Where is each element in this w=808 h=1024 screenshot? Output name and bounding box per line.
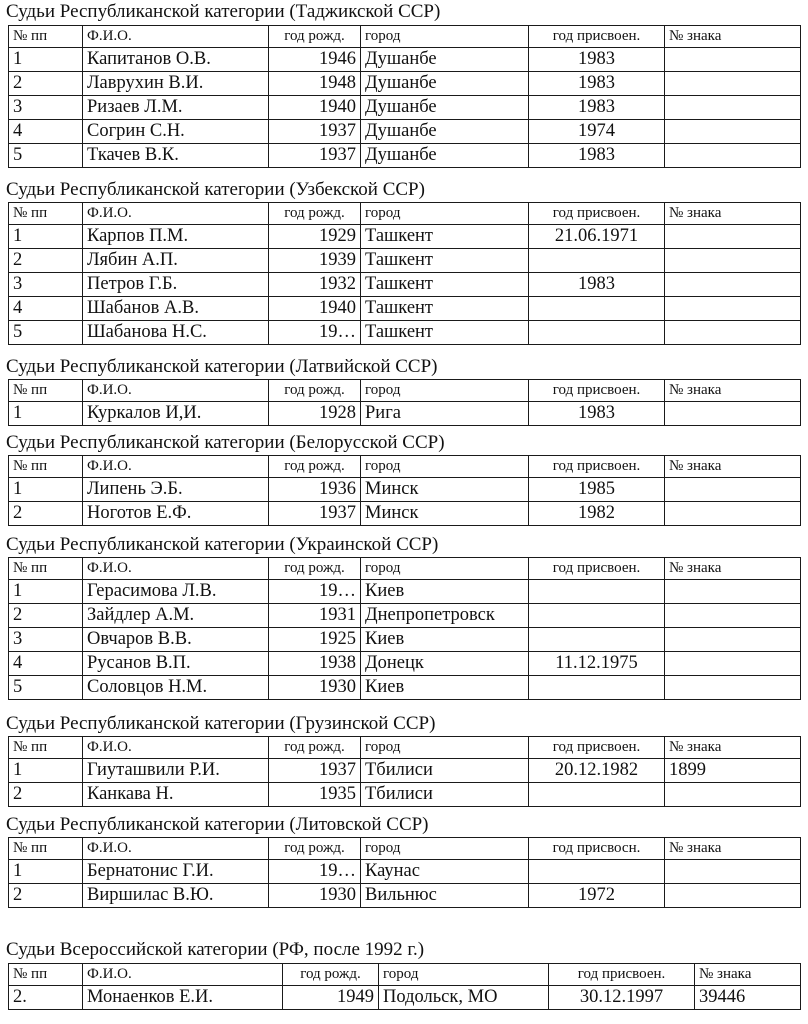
table-cell: Петров Г.Б.: [83, 273, 269, 297]
table-cell: 1937: [269, 502, 361, 526]
table-cell: [665, 502, 801, 526]
column-header: год рожд.: [283, 964, 379, 986]
table-cell: [529, 249, 665, 273]
table-cell: [665, 860, 801, 884]
table-row: [9, 478, 801, 502]
table-cell: 2: [9, 502, 83, 526]
table-cell: 1983: [529, 144, 665, 168]
table-cell: [665, 297, 801, 321]
section-title: Судьи Республиканской категории (Литовской ССР): [6, 814, 429, 835]
table-cell: 3: [9, 273, 83, 297]
table-cell: 3: [9, 628, 83, 652]
column-header: Ф.И.О.: [83, 26, 269, 48]
section-title: Судьи Республиканской категории (Белорусской ССР): [6, 432, 445, 453]
table-row: [9, 676, 801, 700]
table-cell: Куркалов И,И.: [83, 402, 269, 426]
table-row: [9, 986, 801, 1010]
section-title: Судьи Республиканской категории (Украинской ССР): [6, 534, 439, 555]
column-header: № пп: [9, 964, 83, 986]
table-cell: 19…: [269, 580, 361, 604]
table-cell: [665, 676, 801, 700]
column-header: год присвоен.: [529, 737, 665, 759]
table-cell: 21.06.1971: [529, 225, 665, 249]
table-cell: 11.12.1975: [529, 652, 665, 676]
table-cell: 1983: [529, 273, 665, 297]
column-header: № знака: [665, 558, 801, 580]
judges-table: [8, 379, 801, 426]
table-cell: Бернатонис Г.И.: [83, 860, 269, 884]
table-cell: 1939: [269, 249, 361, 273]
table-cell: [665, 884, 801, 908]
table-cell: 1938: [269, 652, 361, 676]
table-cell: 1: [9, 225, 83, 249]
table-cell: 1: [9, 402, 83, 426]
table-row: [9, 884, 801, 908]
table-cell: Согрин С.Н.: [83, 120, 269, 144]
table-header-row: [9, 456, 801, 478]
table-cell: 39446: [695, 986, 801, 1010]
table-row: [9, 48, 801, 72]
table-row: [9, 759, 801, 783]
table-row: [9, 580, 801, 604]
table-cell: 1983: [529, 72, 665, 96]
table-row: [9, 783, 801, 807]
table-row: [9, 249, 801, 273]
table-cell: Капитанов О.В.: [83, 48, 269, 72]
table-header-row: [9, 838, 801, 860]
column-header: № пп: [9, 558, 83, 580]
table-row: [9, 144, 801, 168]
column-header: год присвоен.: [529, 558, 665, 580]
table-cell: 1972: [529, 884, 665, 908]
table-cell: 1: [9, 580, 83, 604]
table-cell: Душанбе: [361, 120, 529, 144]
column-header: № пп: [9, 838, 83, 860]
table-cell: Ткачев В.К.: [83, 144, 269, 168]
table-cell: [529, 783, 665, 807]
table-cell: Душанбе: [361, 72, 529, 96]
column-header: город: [361, 380, 529, 402]
table-row: [9, 628, 801, 652]
table-cell: 1932: [269, 273, 361, 297]
column-header: год присвоен.: [529, 26, 665, 48]
judges-table: [8, 202, 801, 345]
table-cell: Липень Э.Б.: [83, 478, 269, 502]
column-header: № пп: [9, 203, 83, 225]
column-header: год рожд.: [269, 26, 361, 48]
table-cell: Ташкент: [361, 249, 529, 273]
table-cell: 1948: [269, 72, 361, 96]
table-cell: Гиуташвили Р.И.: [83, 759, 269, 783]
table-cell: Душанбе: [361, 96, 529, 120]
column-header: Ф.И.О.: [83, 964, 283, 986]
column-header: город: [361, 26, 529, 48]
table-cell: Ноготов Е.Ф.: [83, 502, 269, 526]
table-cell: 4: [9, 652, 83, 676]
column-header: № пп: [9, 456, 83, 478]
table-row: [9, 402, 801, 426]
table-cell: Лаврухин В.И.: [83, 72, 269, 96]
table-cell: [665, 402, 801, 426]
table-cell: [529, 676, 665, 700]
table-cell: [665, 580, 801, 604]
table-cell: 1935: [269, 783, 361, 807]
table-cell: Ризаев Л.М.: [83, 96, 269, 120]
table-cell: Ташкент: [361, 225, 529, 249]
table-cell: Лябин А.П.: [83, 249, 269, 273]
table-cell: Русанов В.П.: [83, 652, 269, 676]
table-cell: Тбилиси: [361, 759, 529, 783]
table-header-row: [9, 380, 801, 402]
table-cell: [665, 478, 801, 502]
table-header-row: [9, 203, 801, 225]
table-cell: 1930: [269, 884, 361, 908]
table-cell: 20.12.1982: [529, 759, 665, 783]
table-row: [9, 225, 801, 249]
table-cell: 1940: [269, 297, 361, 321]
table-cell: Киев: [361, 676, 529, 700]
section-title: Судьи Республиканской категории (Латвийской ССР): [6, 356, 438, 377]
table-cell: 1931: [269, 604, 361, 628]
table-cell: Ташкент: [361, 297, 529, 321]
column-header: № знака: [665, 737, 801, 759]
table-row: [9, 96, 801, 120]
column-header: № знака: [665, 380, 801, 402]
table-cell: 19…: [269, 860, 361, 884]
column-header: год рожд.: [269, 558, 361, 580]
judges-table: [8, 963, 801, 1010]
table-cell: 1974: [529, 120, 665, 144]
table-cell: Подольск, МО: [379, 986, 549, 1010]
table-cell: 1899: [665, 759, 801, 783]
column-header: город: [361, 838, 529, 860]
column-header: город: [361, 737, 529, 759]
table-cell: 1: [9, 478, 83, 502]
column-header: город: [361, 558, 529, 580]
table-cell: Карпов П.М.: [83, 225, 269, 249]
table-row: [9, 321, 801, 345]
table-cell: 1928: [269, 402, 361, 426]
table-cell: 1: [9, 860, 83, 884]
table-header-row: [9, 964, 801, 986]
table-cell: [665, 144, 801, 168]
table-cell: 2: [9, 604, 83, 628]
table-cell: Зайдлер А.М.: [83, 604, 269, 628]
table-cell: 19…: [269, 321, 361, 345]
table-cell: Виршилас В.Ю.: [83, 884, 269, 908]
column-header: год присвоен.: [529, 456, 665, 478]
table-cell: Шабанова Н.С.: [83, 321, 269, 345]
column-header: Ф.И.О.: [83, 737, 269, 759]
column-header: Ф.И.О.: [83, 838, 269, 860]
column-header: год присвоен.: [549, 964, 695, 986]
table-cell: 4: [9, 297, 83, 321]
table-cell: 1983: [529, 96, 665, 120]
column-header: № знака: [665, 26, 801, 48]
column-header: № пп: [9, 380, 83, 402]
table-cell: 1982: [529, 502, 665, 526]
table-cell: Днепропетровск: [361, 604, 529, 628]
column-header: год рожд.: [269, 203, 361, 225]
table-cell: 2: [9, 72, 83, 96]
table-cell: 1937: [269, 759, 361, 783]
table-cell: Душанбе: [361, 144, 529, 168]
column-header: год присвоен.: [529, 203, 665, 225]
table-cell: 5: [9, 321, 83, 345]
column-header: № пп: [9, 26, 83, 48]
column-header: город: [361, 456, 529, 478]
column-header: Ф.И.О.: [83, 456, 269, 478]
table-cell: [529, 321, 665, 345]
table-cell: Минск: [361, 478, 529, 502]
table-cell: [665, 604, 801, 628]
table-cell: 3: [9, 96, 83, 120]
column-header: год рожд.: [269, 838, 361, 860]
table-cell: 1940: [269, 96, 361, 120]
table-header-row: [9, 558, 801, 580]
table-header-row: [9, 737, 801, 759]
table-cell: Герасимова Л.В.: [83, 580, 269, 604]
table-cell: 2: [9, 783, 83, 807]
table-cell: [665, 321, 801, 345]
table-cell: [529, 860, 665, 884]
table-cell: Ташкент: [361, 273, 529, 297]
judges-table: [8, 455, 801, 526]
column-header: Ф.И.О.: [83, 380, 269, 402]
judges-table: [8, 736, 801, 807]
table-cell: 1936: [269, 478, 361, 502]
table-row: [9, 297, 801, 321]
table-row: [9, 860, 801, 884]
table-cell: 2: [9, 884, 83, 908]
section-title: Судьи Республиканской категории (Грузинской ССР): [6, 713, 436, 734]
judges-table: [8, 25, 801, 168]
table-cell: 5: [9, 144, 83, 168]
table-cell: 2.: [9, 986, 83, 1010]
judges-table: [8, 837, 801, 908]
table-cell: [665, 273, 801, 297]
table-cell: Душанбе: [361, 48, 529, 72]
table-row: [9, 273, 801, 297]
table-cell: Рига: [361, 402, 529, 426]
table-cell: [529, 297, 665, 321]
table-cell: 4: [9, 120, 83, 144]
column-header: Ф.И.О.: [83, 203, 269, 225]
table-cell: [529, 580, 665, 604]
table-cell: [665, 628, 801, 652]
column-header: Ф.И.О.: [83, 558, 269, 580]
judges-table: [8, 557, 801, 700]
table-cell: [665, 249, 801, 273]
table-cell: Минск: [361, 502, 529, 526]
table-cell: 5: [9, 676, 83, 700]
column-header: город: [379, 964, 549, 986]
table-cell: [665, 783, 801, 807]
table-cell: 30.12.1997: [549, 986, 695, 1010]
table-cell: [529, 628, 665, 652]
table-cell: [665, 72, 801, 96]
table-cell: Донецк: [361, 652, 529, 676]
table-cell: 1937: [269, 144, 361, 168]
table-cell: 1946: [269, 48, 361, 72]
column-header: № знака: [665, 203, 801, 225]
table-cell: Канкава Н.: [83, 783, 269, 807]
table-cell: [665, 96, 801, 120]
table-cell: [529, 604, 665, 628]
column-header: № пп: [9, 737, 83, 759]
section-title: Судьи Всероссийской категории (РФ, после 1992 г.): [6, 939, 425, 960]
table-cell: Ташкент: [361, 321, 529, 345]
table-cell: 2: [9, 249, 83, 273]
column-header: № знака: [665, 838, 801, 860]
table-cell: Вильнюс: [361, 884, 529, 908]
table-cell: 1: [9, 48, 83, 72]
table-row: [9, 604, 801, 628]
column-header: год присвоен.: [529, 380, 665, 402]
table-cell: Овчаров В.В.: [83, 628, 269, 652]
table-cell: 1929: [269, 225, 361, 249]
table-cell: 1949: [283, 986, 379, 1010]
table-cell: 1937: [269, 120, 361, 144]
section-title: Судьи Республиканской категории (Таджикской ССР): [6, 1, 441, 22]
table-cell: Шабанов А.В.: [83, 297, 269, 321]
table-cell: Монаенков Е.И.: [83, 986, 283, 1010]
table-cell: Киев: [361, 580, 529, 604]
table-cell: Соловцов Н.М.: [83, 676, 269, 700]
column-header: город: [361, 203, 529, 225]
table-header-row: [9, 26, 801, 48]
table-row: [9, 72, 801, 96]
table-cell: 1930: [269, 676, 361, 700]
table-cell: Киев: [361, 628, 529, 652]
table-cell: [665, 48, 801, 72]
table-cell: 1925: [269, 628, 361, 652]
table-cell: [665, 120, 801, 144]
column-header: № знака: [665, 456, 801, 478]
table-cell: Тбилиси: [361, 783, 529, 807]
table-cell: 1983: [529, 402, 665, 426]
column-header: год присвосн.: [529, 838, 665, 860]
column-header: год рожд.: [269, 380, 361, 402]
table-cell: 1985: [529, 478, 665, 502]
column-header: год рожд.: [269, 456, 361, 478]
table-cell: 1983: [529, 48, 665, 72]
column-header: № знака: [695, 964, 801, 986]
table-row: [9, 120, 801, 144]
section-title: Судьи Республиканской категории (Узбекской ССР): [6, 179, 425, 200]
table-cell: 1: [9, 759, 83, 783]
table-cell: [665, 652, 801, 676]
column-header: год рожд.: [269, 737, 361, 759]
table-cell: Каунас: [361, 860, 529, 884]
table-cell: [665, 225, 801, 249]
table-row: [9, 502, 801, 526]
table-row: [9, 652, 801, 676]
